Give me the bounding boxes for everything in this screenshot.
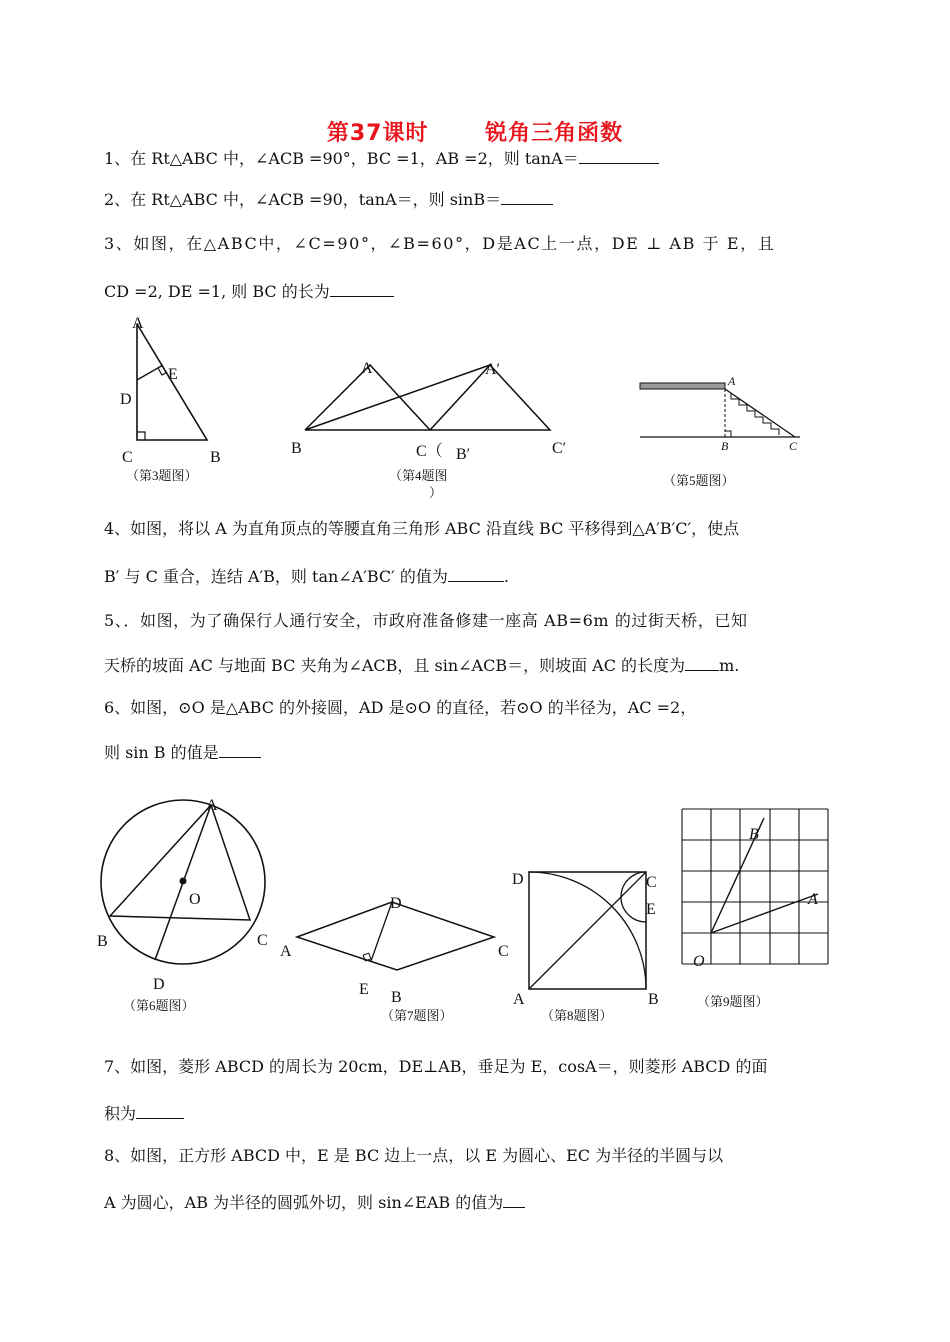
label-a-prime: A′ <box>485 361 501 378</box>
segment-de <box>371 902 392 961</box>
figure-3-caption: （第3题图） <box>126 468 198 483</box>
label-b: B <box>210 449 221 466</box>
label-d: D <box>120 391 132 408</box>
label-b: B <box>97 933 108 950</box>
figure-7-caption: （第7题图） <box>381 1008 453 1023</box>
question-6-line-1: 6、如图，⊙O 是△ABC 的外接圆，AD 是⊙O 的直径，若⊙O 的半径为，AC =2， <box>104 698 697 717</box>
question-2 <box>104 189 553 211</box>
answer-blank <box>136 1104 184 1119</box>
question-3-line-1: 3、如图，在△ABC中，∠C=90°，∠B=60°，D是AC上一点，DE ⊥ AB 于 E，且 <box>104 234 776 253</box>
question-5-line-2 <box>104 655 739 677</box>
label-d: D <box>153 976 165 993</box>
q7-line-2-text: 积为 <box>104 1104 137 1123</box>
rhombus-abcd <box>297 902 494 970</box>
answer-blank <box>501 190 553 205</box>
figure-4-caption: （第4题图 <box>389 468 448 483</box>
q5-unit: m. <box>719 656 740 675</box>
question-7-line-1: 7、如图，菱形 ABCD 的周长为 20cm，DE⊥AB，垂足为 E，cosA＝，则菱形 ABCD 的面 <box>104 1057 768 1076</box>
label-e: E <box>168 366 178 383</box>
question-4-line-2: B′ 与 C 重合，连结 A′B，则 tan∠A′BC′ 的值为 . <box>104 567 509 586</box>
label-c: C <box>789 439 798 453</box>
label-d: D <box>512 871 524 888</box>
label-a: A <box>280 943 292 960</box>
label-a: A <box>132 315 144 332</box>
right-angle-mark <box>725 431 731 437</box>
figure-5-caption: （第5题图） <box>663 473 735 488</box>
question-8-line-1: 8、如图，正方形 ABCD 中，E 是 BC 边上一点，以 E 为圆心、EC 为半径的半圆与以 <box>104 1146 724 1165</box>
segment-de <box>137 365 163 380</box>
question-5-line-1: 5、．如图，为了确保行人通行安全，市政府准备修建一座高 AB=6m 的过街天桥，已知 <box>104 611 748 630</box>
figure-7 <box>275 890 520 1030</box>
label-b: B <box>749 826 759 843</box>
label-c: C <box>498 943 509 960</box>
answer-blank <box>685 656 719 671</box>
label-b: B <box>721 439 729 453</box>
diagonal-ac <box>529 872 646 989</box>
q2-text: 2、在 Rt△ABC 中，∠ACB =90，tanA＝，则 sinB＝ <box>104 190 502 209</box>
semicircle-centered-e <box>621 872 646 922</box>
question-1 <box>104 148 659 170</box>
answer-blank <box>579 149 659 164</box>
label-a: A <box>808 891 818 908</box>
figure-6 <box>90 790 290 1025</box>
figure-8 <box>505 860 670 1030</box>
answer-blank <box>448 567 504 582</box>
label-o: O <box>189 891 201 908</box>
figure-9-caption: （第9题图） <box>697 994 769 1009</box>
q3-line-2-text: CD =2, DE =1, 则 BC 的长为 <box>104 282 330 301</box>
figure-8-caption: （第8题图） <box>541 1008 613 1023</box>
label-b-prime: B′ <box>456 446 471 463</box>
q1-text: 1、在 Rt△ABC 中，∠ACB =90°，BC =1，AB =2，则 tanA＝ <box>104 149 579 168</box>
q8-line-2-text: A 为圆心，AB 为半径的圆弧外切，则 sin∠EAB 的值为 <box>104 1193 504 1212</box>
label-b: B <box>648 991 659 1008</box>
question-4-line-1: 4、如图，将以 A 为直角顶点的等腰直角三角形 ABC 沿直线 BC 平移得到△A′B′C′，使点 <box>104 519 740 538</box>
label-b: B <box>391 989 402 1006</box>
figure-9 <box>675 800 845 1015</box>
label-c: C <box>646 874 657 891</box>
label-a: A <box>206 797 218 814</box>
figure-4-caption-end: ） <box>429 485 443 500</box>
question-3-line-2 <box>104 281 394 303</box>
stairs <box>731 393 779 435</box>
bridge-deck <box>640 383 725 389</box>
question-7-line-2 <box>104 1103 184 1125</box>
translated-triangles <box>305 365 550 430</box>
label-o: O <box>693 953 705 970</box>
q5-line-2-text: 天桥的坡面 AC 与地面 BC 夹角为∠ACB，且 sin∠ACB＝，则坡面 AC 的长度为 <box>104 656 686 675</box>
right-angle-mark <box>363 953 371 961</box>
question-8-line-2 <box>104 1192 525 1214</box>
center-point <box>180 878 187 885</box>
label-b: B <box>291 440 302 457</box>
label-c: C <box>257 932 268 949</box>
label-c: C <box>122 449 133 466</box>
figure-3 <box>110 310 240 490</box>
label-e: E <box>359 981 369 998</box>
triangle-abc <box>110 805 250 920</box>
label-d: D <box>390 895 402 912</box>
title-topic: 锐角三角函数 <box>485 121 624 146</box>
label-a: A <box>728 374 736 388</box>
segment-a2-b <box>305 365 490 430</box>
right-angle-mark <box>137 432 145 440</box>
slope-ac <box>725 389 795 437</box>
label-c: C（ <box>416 443 443 460</box>
answer-blank <box>330 282 394 297</box>
question-6-line-2 <box>104 742 261 764</box>
label-c-prime: C′ <box>552 440 567 457</box>
answer-blank <box>503 1193 525 1208</box>
page-title <box>0 116 950 147</box>
figure-4 <box>285 355 585 505</box>
figure-6-caption: （第6题图） <box>123 998 195 1013</box>
figure-5 <box>635 370 815 495</box>
label-e: E <box>646 901 656 918</box>
label-a: A <box>513 991 525 1008</box>
ray-oa <box>711 894 818 933</box>
answer-blank <box>219 743 261 758</box>
q6-line-2-text: 则 sin B 的值是 <box>104 743 219 762</box>
label-a: A <box>361 360 373 377</box>
q4-line-2-text: B′ 与 C 重合，连结 A′B，则 tan∠A′BC′ 的值为 <box>104 567 448 586</box>
title-lesson: 第37课时 <box>326 121 429 146</box>
